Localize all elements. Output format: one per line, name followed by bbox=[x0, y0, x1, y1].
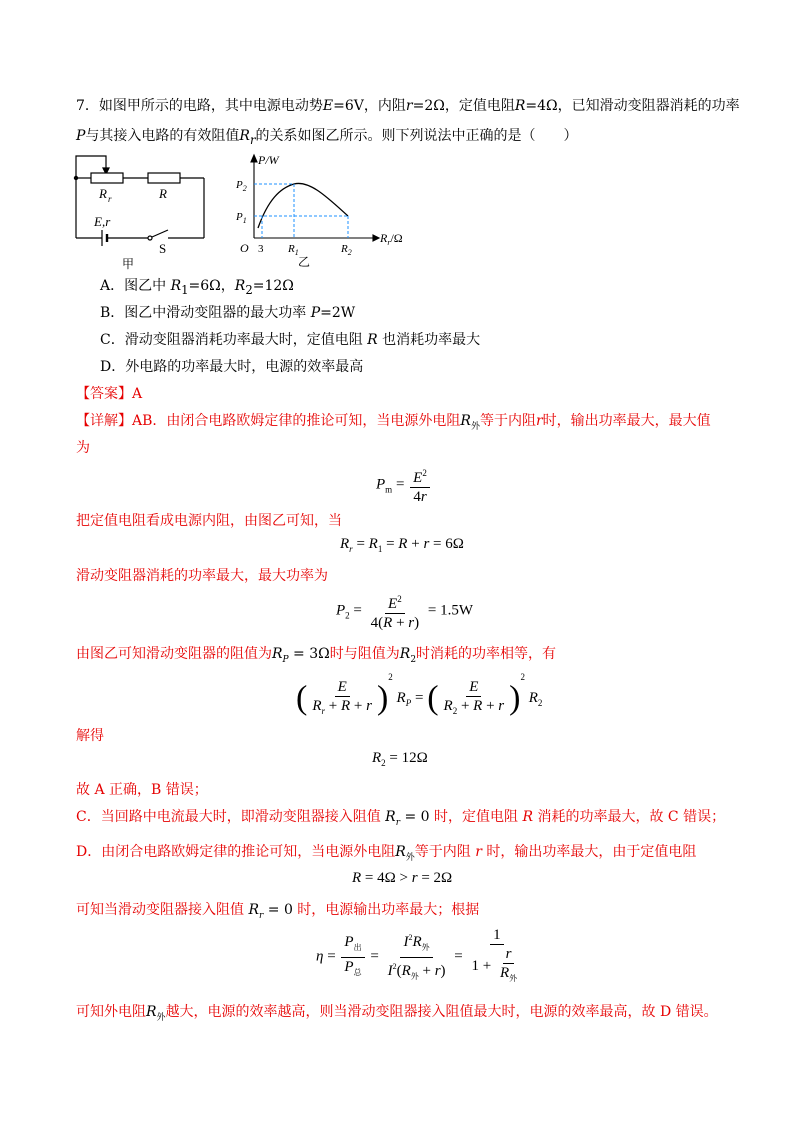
y-tick-p1: $P_1$ bbox=[236, 211, 247, 225]
answer: 【答案】A bbox=[76, 386, 143, 402]
r-label: R bbox=[159, 186, 167, 201]
eq4: ( $\frac{E}{R_r + R + r}$ )$^2$ $R_P$ = ( $\frac{E}{R_2 + R + r}$ )$^2$ $R_2$ bbox=[296, 672, 543, 717]
eq6: R = 4Ω > r = 2Ω bbox=[352, 870, 453, 886]
eq7: η = $\frac{P_出}{P_总}$ = $\frac{I^2R_外}{I^2(R_外 + r)}$ = 1 1 + $\frac{r}{R_外}$ bbox=[316, 927, 518, 983]
explain-p8: D．由闭合电路欧姆定律的推论可知，当电源外电阻$R_外$等于内阻 r 时，输出功率最大，由于定值电阻 bbox=[76, 844, 697, 863]
x-tick-r2: $R_2$ bbox=[341, 243, 352, 257]
option-d: D．外电路的功率最大时，电源的效率最高 bbox=[100, 359, 364, 375]
explain-p5: 解得 bbox=[76, 728, 104, 744]
explain-p2: 把定值电阻看成电源内阻，由图乙可知，当 bbox=[76, 513, 342, 529]
explain-p6: 故 A 正确，B 错误； bbox=[76, 782, 208, 798]
explain-p1b: 为 bbox=[76, 440, 90, 456]
er-label: E,r bbox=[94, 214, 111, 229]
circuit-caption: 甲 bbox=[122, 257, 135, 270]
x-tick-3: 3 bbox=[258, 243, 264, 255]
x-tick-r1: $R_1$ bbox=[288, 243, 299, 257]
y-tick-p2: $P_2$ bbox=[236, 179, 247, 193]
circuit-diagram bbox=[66, 150, 216, 270]
option-b: B．图乙中滑动变阻器的最大功率 P=2W bbox=[100, 305, 356, 321]
option-a: A．图乙中 $R_1=6\Omega$，$R_2=12\Omega$ bbox=[100, 278, 294, 297]
x-axis-label: $R_r/\Omega$ bbox=[380, 231, 403, 247]
eq5: $R_2 = 12\Omega$ bbox=[372, 750, 428, 768]
y-axis-label: P/W bbox=[258, 153, 279, 167]
explain-p3: 滑动变阻器消耗的功率最大，最大功率为 bbox=[76, 568, 328, 584]
explain-p7: C．当回路中电流最大时，即滑动变阻器接入阻值 $R_r = 0$ 时，定值电阻 R 消耗的功率最大，故 C 错误； bbox=[76, 809, 726, 828]
explain-p10: 可知外电阻$R_外$越大，电源的效率越高，则当滑动变阻器接入阻值最大时，电源的效率最高，故 D 错误。 bbox=[76, 1004, 718, 1023]
explain-p4: 由图乙可知滑动变阻器的阻值为$R_P = 3\Omega$时与阻值为$R_2$时消耗的功率相等，有 bbox=[76, 646, 557, 665]
question-line-2: P与其接入电路的有效阻值$R_r$的关系如图乙所示。则下列说法中正确的是（ ） bbox=[76, 128, 578, 147]
eq3: $P_2$ = $\frac{E^2}{4(R + r)}$ = 1.5W bbox=[336, 590, 473, 632]
graph-caption: 乙 bbox=[298, 255, 311, 269]
option-c: C．滑动变阻器消耗功率最大时，定值电阻 R 也消耗功率最大 bbox=[100, 332, 481, 348]
switch-label: S bbox=[159, 241, 167, 256]
svg-text:r: r bbox=[108, 194, 112, 204]
origin-label: O bbox=[240, 241, 249, 255]
power-graph bbox=[228, 150, 413, 270]
question-line-1: 7．如图甲所示的电路，其中电源电动势E=6V，内阻r=2Ω，定值电阻R=4Ω，已知滑动变阻器消耗的功率 bbox=[76, 98, 740, 114]
explain-p9: 可知当滑动变阻器接入阻值 $R_r = 0$ 时，电源输出功率最大；根据 bbox=[76, 902, 480, 921]
eq1: $P_m$ = $\frac{E^2}{4r}$ bbox=[376, 464, 432, 506]
explain-p1: 【详解】AB．由闭合电路欧姆定律的推论可知，当电源外电阻$R_外$等于内阻r时，输出功率最大，最大值 bbox=[76, 413, 711, 432]
rr-label: R bbox=[99, 186, 107, 201]
eq2: $R_r = R_1 = R + r = 6\Omega$ bbox=[340, 536, 464, 554]
